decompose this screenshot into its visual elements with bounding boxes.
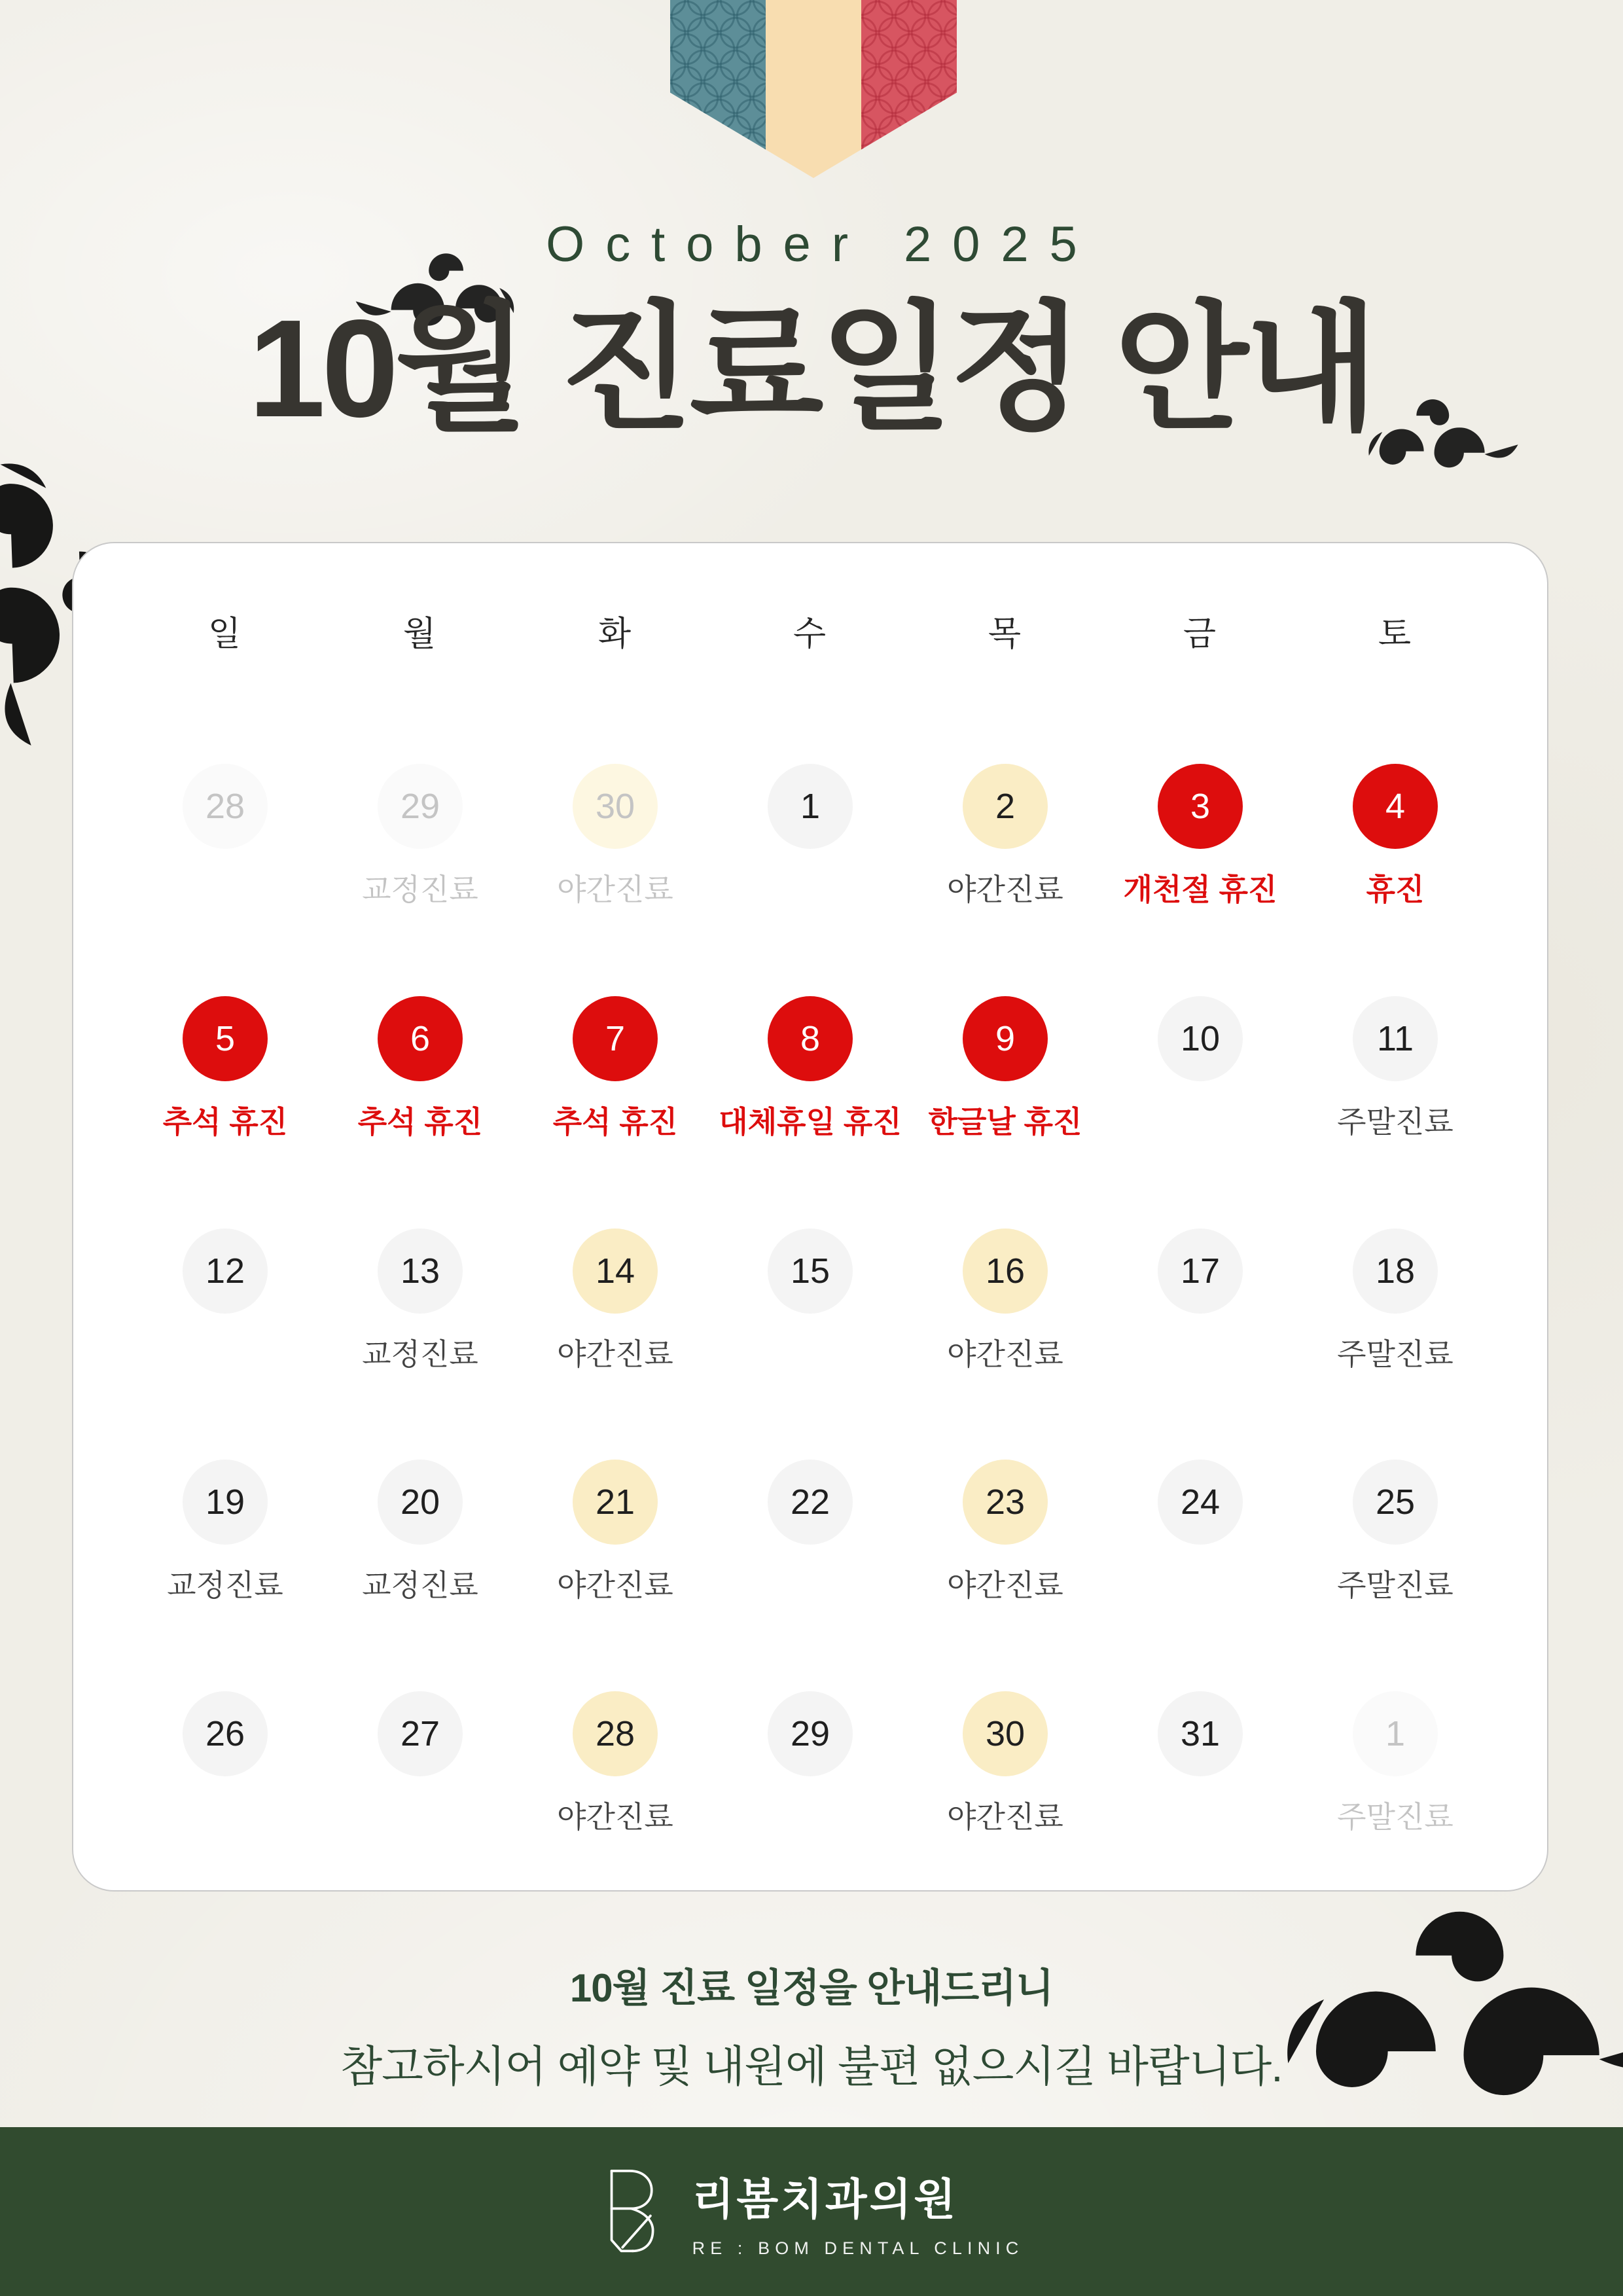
day-cell	[128, 1229, 323, 1363]
notice-line-2: 참고하시어 예약 및 내원에 불편 없으시길 바랍니다.	[340, 2042, 1283, 2090]
day-circle	[1158, 1691, 1243, 1776]
notice-line-1: 10월 진료 일정을 안내드리니	[569, 1966, 1054, 2010]
day-number: 7	[605, 1019, 626, 1058]
calendar-card	[72, 542, 1548, 1892]
day-label: 주말진료	[1337, 1800, 1454, 1834]
day-circle	[378, 996, 463, 1081]
ribbon-stripe-teal	[670, 0, 766, 178]
day-number: 29	[400, 787, 440, 826]
rebom-logo-icon	[599, 2166, 666, 2257]
day-circle	[573, 996, 658, 1081]
week-row-4	[73, 1460, 1547, 1602]
brand-name-korean: 리봄치과의원	[692, 2175, 959, 2223]
day-circle	[768, 996, 853, 1081]
weekday-3: 수	[793, 615, 828, 653]
day-cell	[128, 996, 323, 1139]
day-cell	[323, 996, 518, 1139]
day-cell	[518, 996, 713, 1139]
day-number: 8	[800, 1019, 821, 1058]
day-label: 교정진료	[362, 1568, 478, 1602]
day-circle	[1353, 996, 1438, 1081]
day-number: 30	[985, 1714, 1026, 1753]
day-label: 교정진료	[362, 1337, 478, 1371]
day-cell	[908, 996, 1103, 1139]
day-number: 5	[215, 1019, 236, 1058]
week-row-3	[73, 1229, 1547, 1371]
day-label: 한글날 휴진	[928, 1105, 1082, 1139]
day-number: 3	[1190, 787, 1211, 826]
day-label: 교정진료	[362, 872, 478, 906]
day-number: 4	[1385, 787, 1406, 826]
day-circle	[378, 1460, 463, 1545]
day-number: 27	[400, 1714, 440, 1753]
day-label: 교정진료	[167, 1568, 283, 1602]
day-cell	[518, 1229, 713, 1371]
weekday-header-row	[73, 606, 1547, 655]
day-circle	[963, 996, 1048, 1081]
day-circle	[963, 1460, 1048, 1545]
weekday-6: 토	[1378, 615, 1413, 653]
day-number: 6	[410, 1019, 431, 1058]
day-label: 야간진료	[947, 1800, 1063, 1834]
day-number: 26	[205, 1714, 245, 1753]
brand-name-english: RE : BOM DENTAL CLINIC	[692, 2238, 1024, 2258]
day-circle	[1353, 764, 1438, 849]
day-number: 1	[800, 787, 821, 826]
day-circle	[1158, 996, 1243, 1081]
day-label: 주말진료	[1337, 1568, 1454, 1602]
day-circle	[183, 1460, 268, 1545]
brand-bar	[0, 2127, 1623, 2296]
day-circle	[963, 1691, 1048, 1776]
day-circle	[573, 1691, 658, 1776]
brand-names	[692, 2164, 1024, 2259]
day-label: 야간진료	[557, 1800, 673, 1834]
day-number: 16	[985, 1251, 1026, 1291]
day-number: 17	[1180, 1251, 1221, 1291]
weekday-0: 일	[207, 615, 243, 653]
day-circle	[768, 764, 853, 849]
day-label: 야간진료	[557, 1337, 673, 1371]
page-title: 10월 진료일정 안내	[248, 291, 1375, 446]
day-number: 24	[1180, 1482, 1221, 1522]
weekday-5: 금	[1183, 615, 1218, 653]
day-label: 야간진료	[947, 872, 1063, 906]
day-circle	[1353, 1691, 1438, 1776]
day-number: 29	[790, 1714, 830, 1753]
day-number: 18	[1375, 1251, 1416, 1291]
day-circle	[378, 1229, 463, 1314]
day-cell	[713, 764, 908, 899]
day-number: 11	[1376, 1019, 1414, 1058]
day-label: 주말진료	[1337, 1105, 1454, 1139]
week-row-5	[73, 1691, 1547, 1834]
day-circle	[573, 764, 658, 849]
day-cell	[908, 1229, 1103, 1371]
day-label: 추석 휴진	[552, 1105, 678, 1139]
day-label: 대체휴일 휴진	[719, 1105, 902, 1139]
day-cell	[1103, 764, 1298, 906]
day-cell	[128, 1460, 323, 1602]
day-circle	[378, 764, 463, 849]
day-number: 12	[205, 1251, 245, 1291]
bookmark-ribbon	[670, 0, 957, 178]
day-number: 28	[595, 1714, 635, 1753]
ribbon-stripe-red	[861, 0, 957, 178]
day-number: 30	[595, 787, 635, 826]
day-label: 개천절 휴진	[1123, 872, 1277, 906]
day-cell	[713, 1691, 908, 1826]
weekday-4: 목	[988, 615, 1023, 653]
day-cell	[908, 764, 1103, 906]
day-circle	[183, 1229, 268, 1314]
month-eyebrow: October 2025	[546, 217, 1098, 272]
day-cell	[1103, 1229, 1298, 1363]
day-cell	[1103, 996, 1298, 1131]
day-number: 28	[205, 787, 245, 826]
day-cell	[713, 1460, 908, 1594]
day-cell	[1103, 1460, 1298, 1594]
day-cell	[713, 1229, 908, 1363]
day-cell	[323, 764, 518, 906]
day-circle	[183, 996, 268, 1081]
day-number: 2	[995, 787, 1016, 826]
day-circle	[1158, 764, 1243, 849]
day-label: 야간진료	[557, 872, 673, 906]
day-label: 야간진료	[947, 1568, 1063, 1602]
day-number: 13	[400, 1251, 440, 1291]
day-label: 야간진료	[947, 1337, 1063, 1371]
day-cell	[1298, 1229, 1493, 1371]
notice-block	[0, 1957, 1623, 2094]
day-cell	[908, 1691, 1103, 1834]
day-number: 14	[595, 1251, 635, 1291]
day-number: 10	[1180, 1019, 1221, 1058]
day-circle	[768, 1460, 853, 1545]
day-number: 9	[995, 1019, 1016, 1058]
day-label: 주말진료	[1337, 1337, 1454, 1371]
day-cell	[1103, 1691, 1298, 1826]
day-number: 31	[1180, 1714, 1221, 1753]
day-label: 휴진	[1366, 872, 1425, 906]
day-cell	[1298, 1460, 1493, 1602]
day-cell	[518, 764, 713, 906]
day-circle	[963, 1229, 1048, 1314]
day-cell	[908, 1460, 1103, 1602]
day-number: 15	[790, 1251, 830, 1291]
day-circle	[183, 1691, 268, 1776]
day-circle	[768, 1229, 853, 1314]
day-circle	[378, 1691, 463, 1776]
day-circle	[573, 1460, 658, 1545]
week-row-2	[73, 996, 1547, 1139]
day-number: 23	[985, 1482, 1026, 1522]
day-label: 추석 휴진	[357, 1105, 483, 1139]
day-number: 21	[595, 1482, 635, 1522]
day-circle	[1353, 1460, 1438, 1545]
day-cell	[713, 996, 908, 1139]
day-cell	[1298, 996, 1493, 1139]
day-number: 1	[1385, 1714, 1406, 1753]
weekday-1: 월	[402, 615, 438, 653]
day-circle	[768, 1691, 853, 1776]
day-label: 야간진료	[557, 1568, 673, 1602]
day-label: 추석 휴진	[162, 1105, 288, 1139]
day-number: 25	[1375, 1482, 1416, 1522]
day-circle	[1158, 1229, 1243, 1314]
day-cell	[128, 764, 323, 899]
day-number: 20	[400, 1482, 440, 1522]
day-cell	[323, 1229, 518, 1371]
day-circle	[1158, 1460, 1243, 1545]
day-number: 19	[205, 1482, 245, 1522]
day-cell	[518, 1460, 713, 1602]
week-row-1	[73, 764, 1547, 906]
weekday-2: 화	[597, 615, 633, 653]
day-circle	[183, 764, 268, 849]
day-cell	[1298, 1691, 1493, 1834]
day-circle	[573, 1229, 658, 1314]
ribbon-stripe-cream	[766, 0, 861, 178]
day-circle	[963, 764, 1048, 849]
day-cell	[1298, 764, 1493, 906]
day-cell	[323, 1460, 518, 1602]
day-cell	[128, 1691, 323, 1826]
day-circle	[1353, 1229, 1438, 1314]
day-cell	[518, 1691, 713, 1834]
day-number: 22	[790, 1482, 830, 1522]
day-cell	[323, 1691, 518, 1826]
